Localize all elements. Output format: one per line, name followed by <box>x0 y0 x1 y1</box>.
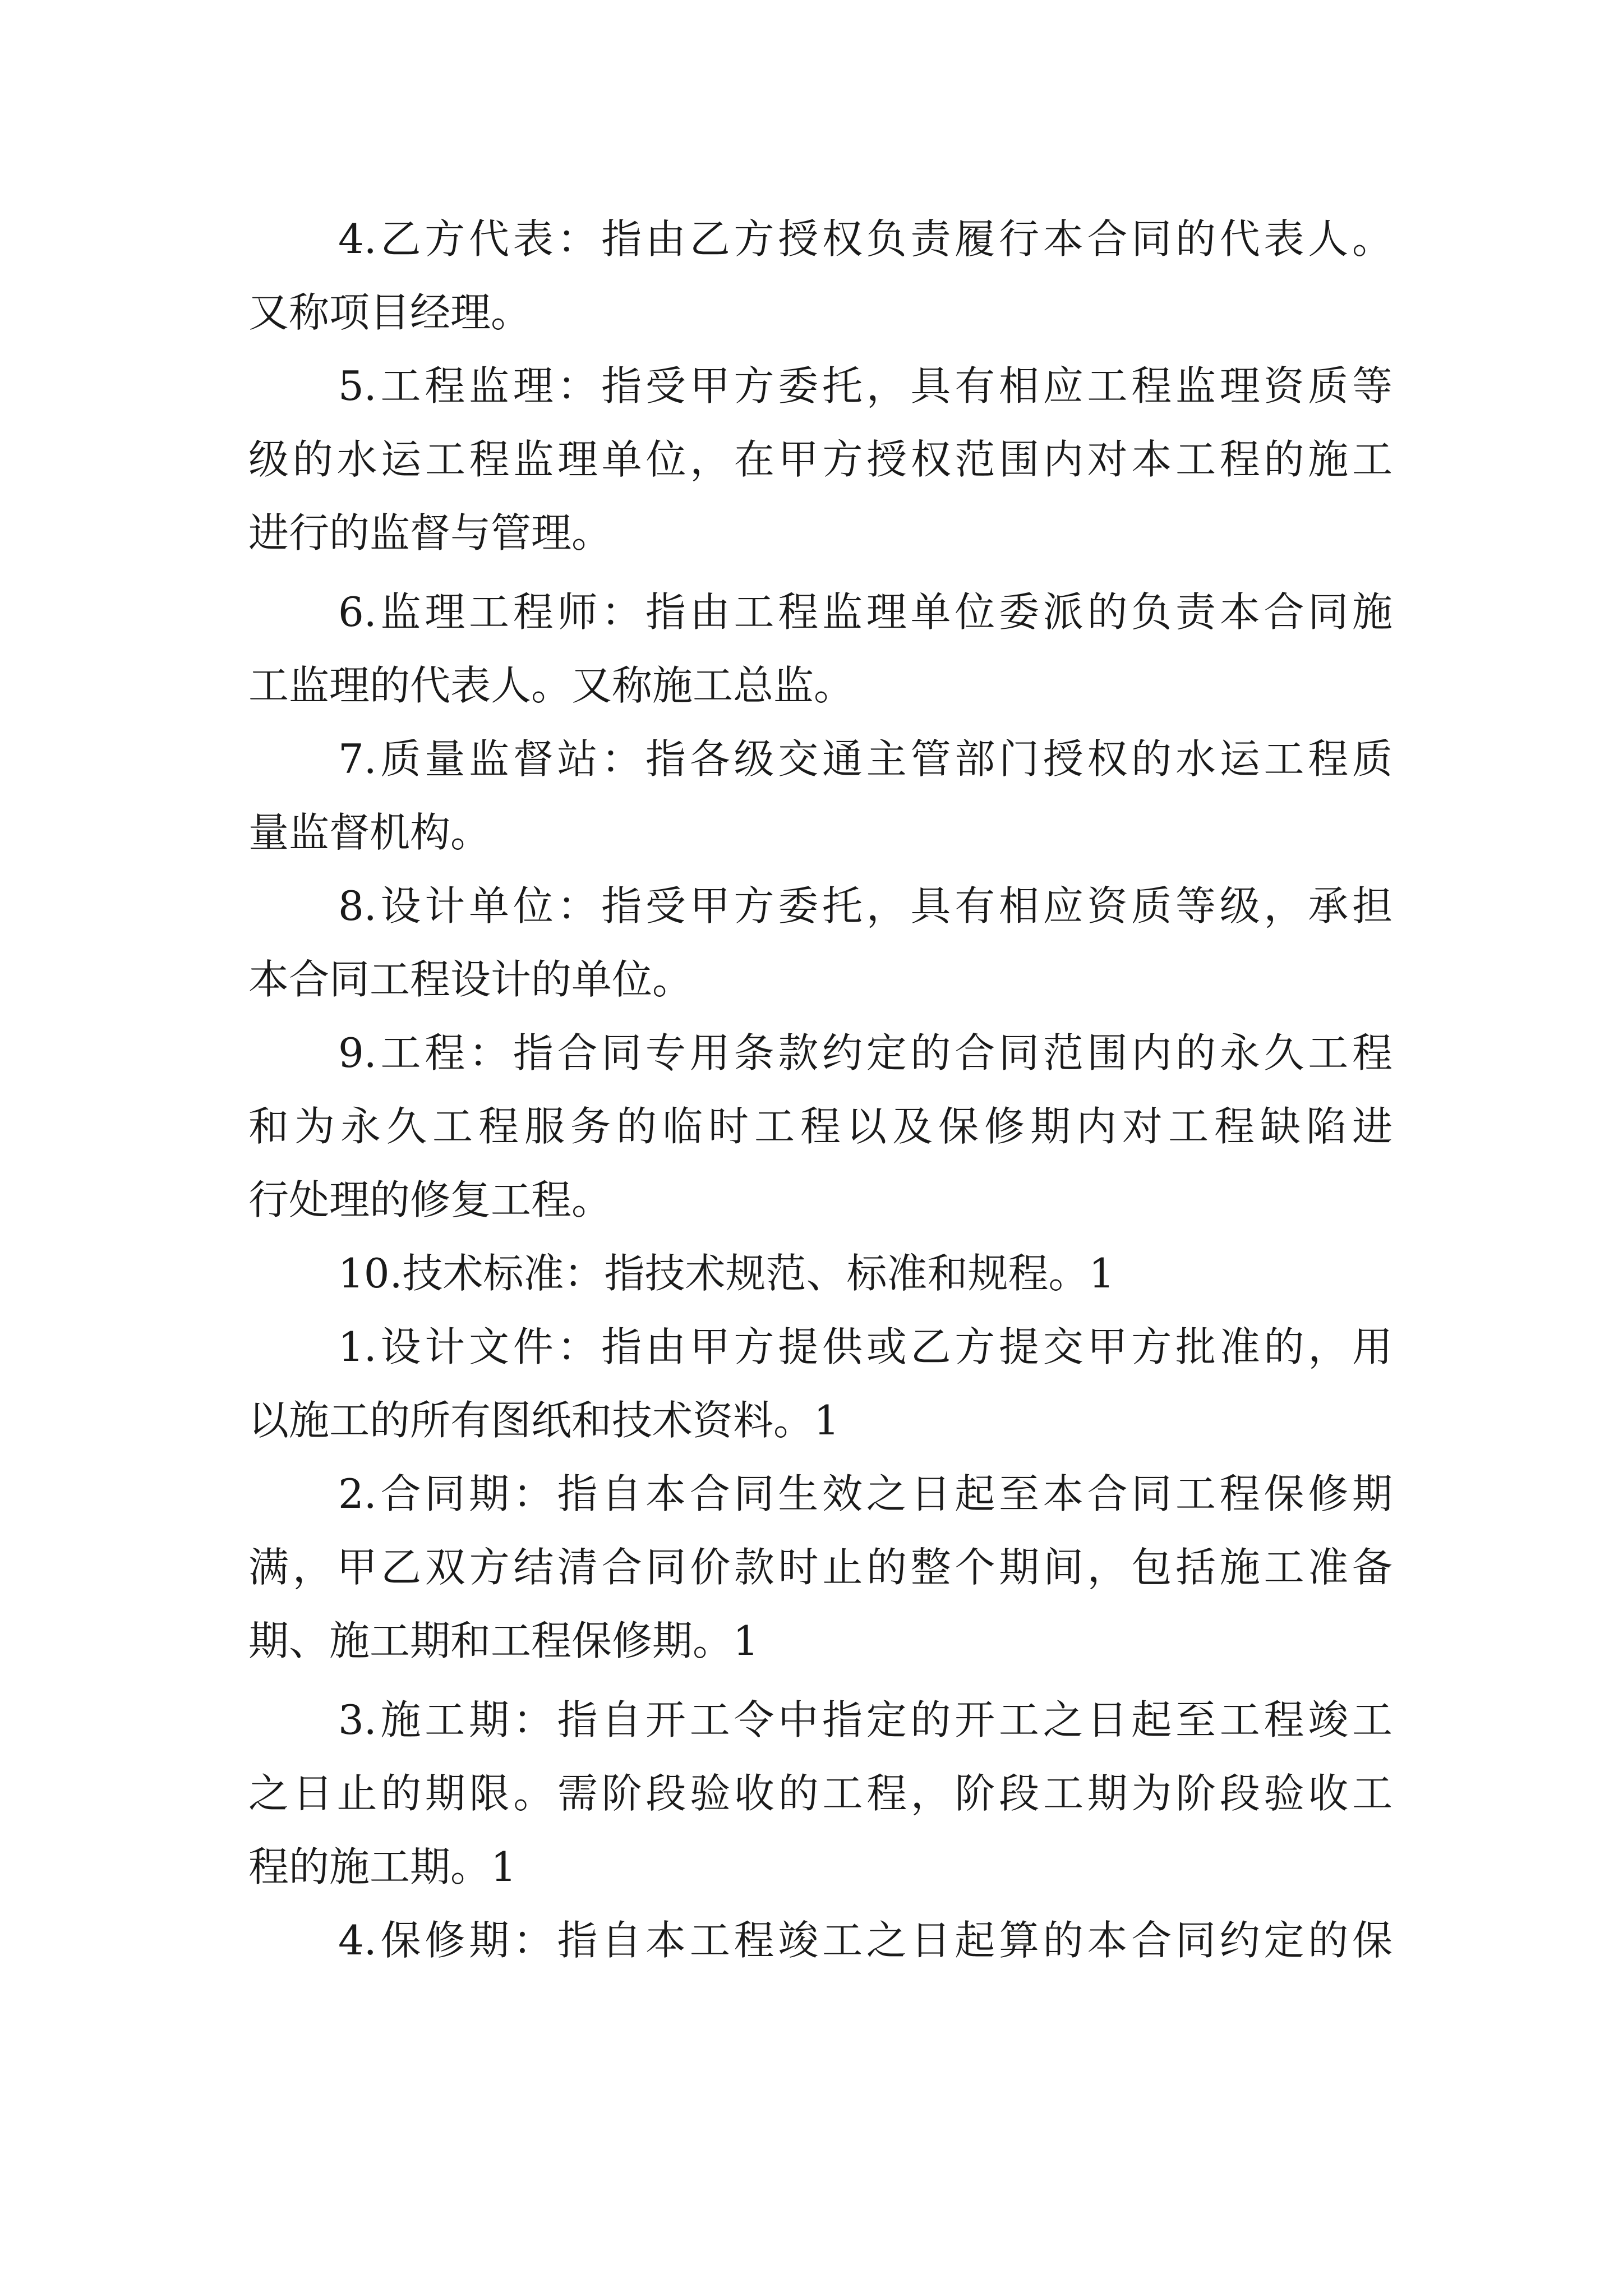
text-line: 和为永久工程服务的临时工程以及保修期内对工程缺陷进 <box>248 1103 1393 1150</box>
text-line: 1.设计文件：指由甲方提供或乙方提交甲方批准的，用 <box>338 1323 1393 1370</box>
text-line: 工监理的代表人。又称施工总监。 <box>248 662 855 709</box>
text-line: 8.设计单位：指受甲方委托，具有相应资质等级，承担 <box>338 882 1393 930</box>
text-line: 10.技术标准：指技术规范、标准和规程。1 <box>338 1250 1115 1297</box>
text-line: 进行的监督与管理。 <box>248 509 612 556</box>
text-line: 期、施工期和工程保修期。1 <box>248 1617 759 1664</box>
text-line: 6.监理工程师：指由工程监理单位委派的负责本合同施 <box>338 588 1393 636</box>
text-line: 程的施工期。1 <box>248 1843 517 1890</box>
text-line: 级的水运工程监理单位，在甲方授权范围内对本工程的施工 <box>248 436 1393 483</box>
text-line: 2.合同期：指自本合同生效之日起至本合同工程保修期 <box>338 1470 1393 1517</box>
text-line: 满，甲乙双方结清合同价款时止的整个期间，包括施工准备 <box>248 1544 1393 1591</box>
text-line: 本合同工程设计的单位。 <box>248 956 693 1003</box>
text-line: 4.乙方代表：指由乙方授权负责履行本合同的代表人。 <box>338 215 1393 263</box>
text-line: 9.工程：指合同专用条款约定的合同范围内的永久工程 <box>338 1029 1393 1076</box>
text-line: 3.施工期：指自开工令中指定的开工之日起至工程竣工 <box>338 1696 1393 1743</box>
text-line: 量监督机构。 <box>248 809 491 856</box>
text-line: 4.保修期：指自本工程竣工之日起算的本合同约定的保 <box>338 1917 1393 1964</box>
text-line: 行处理的修复工程。 <box>248 1176 612 1223</box>
text-line: 又称项目经理。 <box>248 289 532 336</box>
text-line: 之日止的期限。需阶段验收的工程，阶段工期为阶段验收工 <box>248 1770 1393 1817</box>
text-line: 7.质量监督站：指各级交通主管部门授权的水运工程质 <box>338 735 1393 783</box>
text-line: 以施工的所有图纸和技术资料。1 <box>248 1397 840 1444</box>
text-line: 5.工程监理：指受甲方委托，具有相应工程监理资质等 <box>338 362 1393 409</box>
